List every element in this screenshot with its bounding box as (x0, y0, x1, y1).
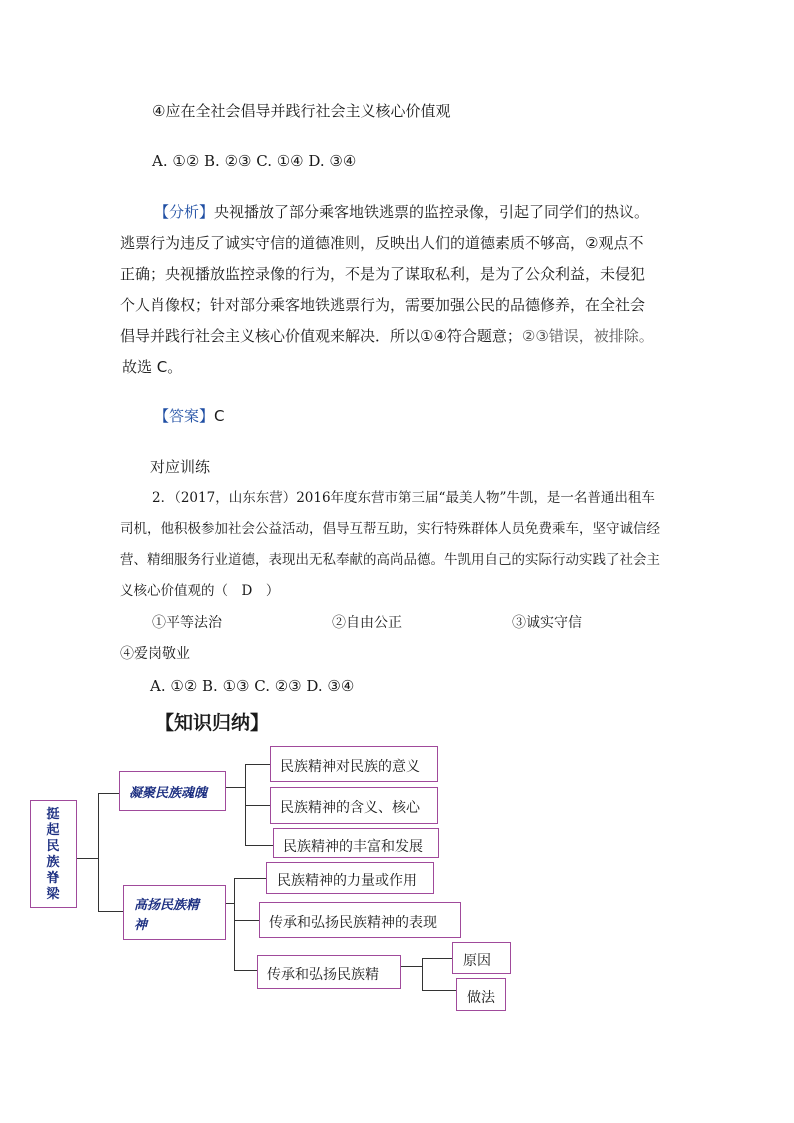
q2-opt-1: ①平等法治 (152, 615, 222, 631)
answer-label: 【答案】 (154, 407, 215, 425)
b2-item-1: 民族精神的力量或作用 (277, 873, 417, 889)
answer-line (154, 405, 225, 427)
analysis-line-2: 逃票行为违反了诚实守信的道德准则，反映出人们的道德素质不够高，②观点不 (120, 234, 644, 252)
answer-value: C (214, 407, 225, 425)
analysis-label: 【分析】 (154, 203, 215, 221)
q2-opt-3: ③诚实守信 (512, 615, 582, 631)
analysis-text-1: 央视播放了部分乘客地铁逃票的监控录像，引起了同学们的热议。 (214, 203, 650, 221)
branch-2-label-2: 神 (134, 918, 148, 933)
connector (422, 958, 423, 991)
b2-sub-2: 做法 (467, 990, 495, 1006)
connector (234, 970, 258, 971)
q2-line-3: 营、精细服务行业道德，表现出无私奉献的高尚品德。牛凯用自己的实际行动实践了社会主 (120, 552, 660, 568)
connector (98, 793, 99, 912)
connector (422, 958, 453, 959)
analysis-text-5a: 倡导并践行社会主义核心价值观来解决．所以①④符合题意； (120, 327, 522, 345)
branch-1-label: 凝聚民族魂魄 (129, 786, 208, 801)
q2-opt-2: ②自由公正 (332, 615, 402, 631)
root-box (30, 800, 77, 908)
b2-item-2: 传承和弘扬民族精神的表现 (269, 915, 437, 931)
analysis-text-5b: ②③错误，被排除。 (521, 327, 654, 345)
analysis-line-1 (154, 201, 649, 223)
connector (98, 911, 124, 912)
connector (245, 845, 274, 846)
connector (422, 990, 457, 991)
b2-item-3: 传承和弘扬民族精 (267, 967, 379, 983)
analysis-line-6: 故选 C。 (122, 358, 183, 376)
b2-sub-1: 原因 (463, 953, 491, 969)
knowledge-title: 【知识归纳】 (155, 712, 270, 734)
connector (401, 966, 423, 967)
q2-line-4: 义核心价值观的（ D ） (120, 583, 280, 599)
b2-item-3-box (257, 955, 401, 989)
connector (245, 805, 271, 806)
connector (234, 878, 267, 879)
b2-sub-2-box (456, 978, 506, 1011)
b1-item-2: 民族精神的含义、核心 (280, 800, 420, 816)
analysis-line-4: 个人肖像权；针对部分乘客地铁逃票行为，需要加强公民的品德修养，在全社会 (120, 296, 646, 314)
choices-q2: A. ①② B. ①③ C. ②③ D. ③④ (150, 677, 355, 695)
analysis-line-5 (120, 325, 654, 347)
branch-2-label-1: 高扬民族精 (134, 898, 200, 913)
b1-item-3-box (273, 828, 439, 858)
q2-opt-4: ④爱岗敬业 (120, 646, 190, 662)
branch-1-box (119, 771, 226, 811)
b1-item-2-box (270, 787, 438, 824)
connector (234, 920, 260, 921)
root-label: 挺起民族脊梁 (46, 807, 60, 902)
b1-item-3: 民族精神的丰富和发展 (283, 839, 423, 855)
b2-item-1-box (266, 862, 434, 894)
connector (245, 764, 271, 765)
analysis-line-3: 正确；央视播放监控录像的行为，不是为了谋取私利，是为了公众利益，未侵犯 (120, 265, 646, 283)
b1-item-1-box (270, 746, 438, 782)
choices-q1: A. ①② B. ②③ C. ①④ D. ③④ (152, 152, 357, 170)
b2-sub-1-box (452, 942, 511, 974)
connector (98, 793, 120, 794)
connector (234, 878, 235, 971)
connector (77, 858, 99, 859)
q2-line-2: 司机，他积极参加社会公益活动，倡导互帮互助，实行特殊群体人员免费乘车，坚守诚信经 (120, 521, 660, 537)
b2-item-2-box (259, 902, 461, 938)
option-4: ④应在全社会倡导并践行社会主义核心价值观 (152, 102, 451, 120)
b1-item-1: 民族精神对民族的意义 (280, 759, 420, 775)
q2-line-1: 2．（2017，山东东营）2016年度东营市第三届“最美人物”牛凯，是一名普通出租车 (152, 490, 655, 506)
branch-2-box (123, 885, 226, 940)
practice-title: 对应训练 (150, 458, 211, 476)
connector (226, 787, 246, 788)
